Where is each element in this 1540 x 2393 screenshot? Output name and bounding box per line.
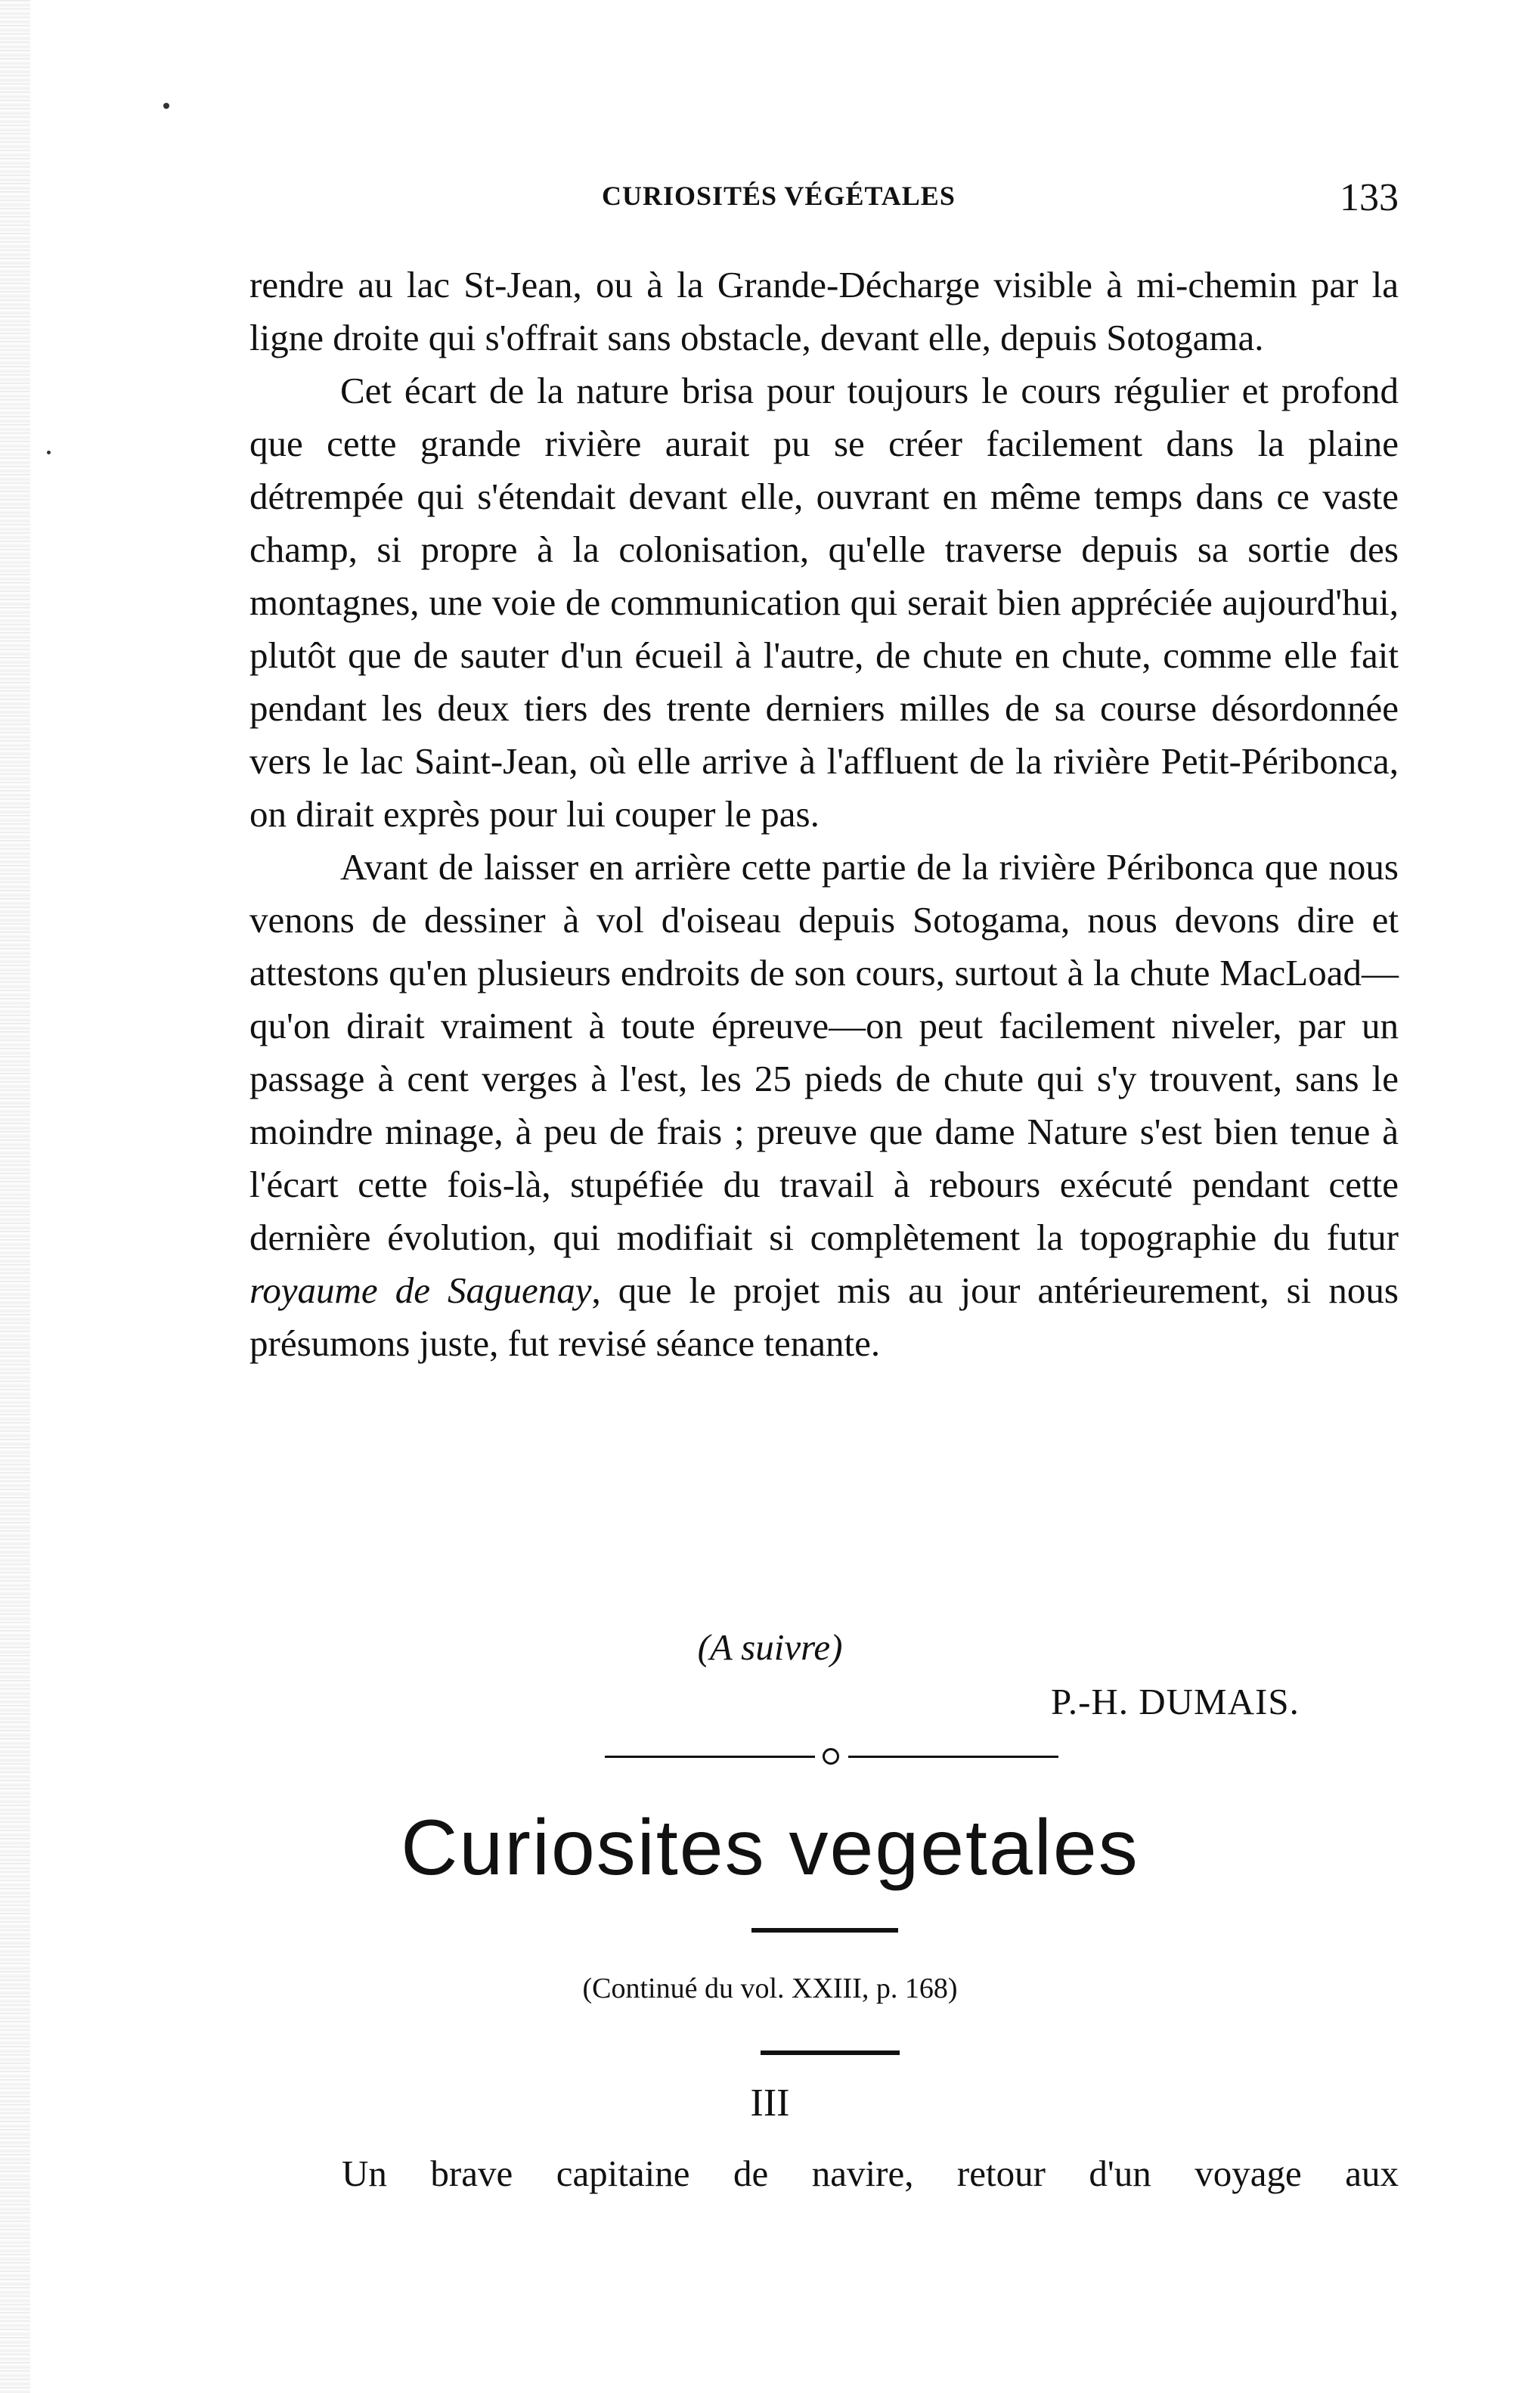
article-body xyxy=(249,259,1399,1370)
author-signature: P.-H. DUMAIS. xyxy=(1051,1681,1300,1722)
running-header xyxy=(249,175,1399,228)
scan-edge-noise xyxy=(0,0,30,2393)
title-rule xyxy=(751,1928,898,1933)
paragraph: Cet écart de la nature brisa pour toujours le cours régulier et profond que cette grande rivière aurait pu se créer facilement dans la plaine détrempée qui s'étendait devant elle, ouvrant en même temps dans ce vaste champ, si propre à la colonisation, qu'elle traverse depuis sa sortie des montagnes, une voie de communication qui serait bien appréciée aujourd'hui, plutôt que de sauter d'un écueil à l'autre, de chute en chute, comme elle fait pendant les deux tiers des trente derniers milles de sa course désordonnée vers le lac Saint-Jean, où elle arrive à l'affluent de la rivière Petit-Péribonca, on dirait exprès pour lui couper le pas. xyxy=(249,370,1399,835)
divider-line xyxy=(605,1756,815,1758)
paragraph: rendre au lac St-Jean, ou à la Grande-Décharge visible à mi-chemin par la ligne droite qui s'offrait sans obstacle, devant elle, depuis Sotogama. xyxy=(249,264,1399,358)
scan-speck xyxy=(163,103,169,109)
paragraph xyxy=(249,841,1399,1370)
divider-line xyxy=(848,1756,1058,1758)
section-title: Curiosites vegetales xyxy=(401,1804,1139,1892)
paragraph-text: Avant de laisser en arrière cette partie de la rivière Péribonca que nous venons de dessiner à vol d'oiseau depuis Sotogama, nous devons dire et attestons qu'en plusieurs endroits de son cours, surtout à la chute MacLoad—qu'on dirait vraiment à toute épreuve—on peut facilement niveler, par un passage à cent verges à l'est, les 25 pieds de chute qui s'y trouvent, sans le moindre minage, à peu de frais ; preuve que dame Nature s'est bien tenue à l'écart cette fois-là, stupéfiée du travail à rebours exécuté pendant cette dernière évolution, qui modifiait si complètement la topographie du futur xyxy=(249,846,1399,1258)
scan-speck xyxy=(47,451,51,454)
ornamental-divider xyxy=(605,1741,1058,1771)
section-first-line: Un brave capitaine de navire, retour d'un voyage aux xyxy=(342,2153,1399,2194)
running-title: CURIOSITÉS VÉGÉTALES xyxy=(602,181,956,211)
divider-circle xyxy=(823,1748,839,1765)
chapter-number: III xyxy=(750,2081,790,2125)
page-number: 133 xyxy=(1340,176,1399,219)
title-rule xyxy=(761,2050,900,2055)
to-be-continued: (A suivre) xyxy=(697,1626,843,1668)
continued-note: (Continué du vol. XXIII, p. 168) xyxy=(582,1973,958,2004)
paragraph-text: , que le projet mis au jour antérieurement, si nous présumons juste, fut revisé séance tenante. xyxy=(249,1269,1399,1364)
italic-title: royaume de Saguenay xyxy=(249,1269,592,1311)
